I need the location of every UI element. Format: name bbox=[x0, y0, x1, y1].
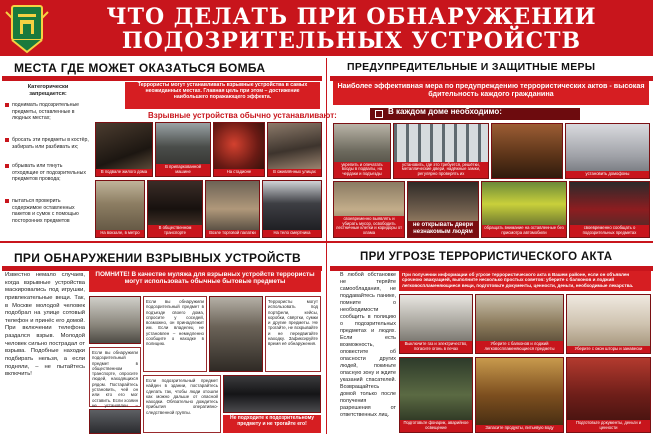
photo-public-transport: В общественном транспорте bbox=[147, 180, 203, 238]
photo-busy-street: В оживлённых улицах bbox=[267, 122, 322, 177]
photo-basement: В подвале жилого дома bbox=[95, 122, 153, 177]
prevent-intro: Наиболее эффективная мера по предупреждению террористических актов - высокая бдительность каждого гражданина bbox=[333, 81, 649, 105]
places-intro: Террористы могут устанавливать взрывные устройства в самых неожиданных местах. Главная цель при этом – достижение наибольшего поражающего эффекта. bbox=[125, 82, 320, 109]
photo-station: На вокзале, в метро bbox=[95, 180, 145, 238]
horizontal-divider bbox=[0, 241, 653, 243]
photo-report-suspicious: своевременно сообщать о подозрительных предметах bbox=[569, 181, 650, 238]
page-header bbox=[0, 0, 653, 56]
page-title-line1: ЧТО ДЕЛАТЬ ПРИ ОБНАРУЖЕНИИ bbox=[106, 4, 597, 30]
photo-parked-car: В припаркованной машине bbox=[155, 122, 211, 177]
page-title-line2: ПОДОЗРИТЕЛЬНЫХ УСТРОЙСТВ bbox=[121, 28, 582, 54]
photo-suitcase bbox=[223, 375, 321, 413]
photo-suicide-bomber: На тело смертника bbox=[262, 180, 322, 238]
photo-documents: Подготовьте документы, деньги и ценности bbox=[566, 357, 651, 433]
photo-abandoned-car: обращать внимание на оставленные без присмотра автомобили bbox=[481, 181, 567, 238]
photo-kiosk: Возле торговой палатки bbox=[205, 180, 260, 238]
photo-intercom: установить домофоны bbox=[565, 123, 650, 179]
places-title-bar bbox=[2, 76, 322, 81]
forbidden-item: обрывать или тянуть отходящие от подозрительных предметов провода; bbox=[5, 163, 89, 183]
photo-food-water: Запасите продукты, питьевую воду bbox=[475, 357, 564, 433]
forbidden-item: бросать эти предметы в костёр, забирать или разбивать их; bbox=[5, 137, 89, 150]
photo-clear-stairs: своевременно выявлять и убирать мусор, освободить лестничные клетки и коридоры от хлама bbox=[333, 181, 405, 238]
explosive-col-b: Если вы обнаружили подозрительный предмет в общественном транспорте, опросите людей, находящихся рядом. Постарайтесь установить, чей он или кто его мог оставить. Если хозяин не установлен – bbox=[89, 347, 141, 407]
photo-turn-off-gas: Выключите газ и электричество, погасите огонь в печах bbox=[399, 294, 473, 354]
photo-remove-curtains: Уберите с окон шторы и занавески bbox=[566, 294, 651, 354]
threat-banner: При получении информации об угрозе террористического акта в Вашем районе, если он объявлен срочною эвакуацией, выполните несколько простых советов: уберите с балконов и лоджий легковоспламеняющиеся вещи, подготовьте документы, ценности, деньги, необходимые лекарства. bbox=[399, 271, 651, 291]
photo-bars-doors: установить, где это требуется, решётки, металлические двери, надёжные замки, регулярно проверять их bbox=[393, 123, 489, 179]
photo-remove-flammables: Уберите с балконов и лоджий легковоспламеняющиеся предметы bbox=[475, 294, 564, 354]
places-subtitle: Взрывные устройства обычно устанавливают: bbox=[148, 111, 337, 120]
photo-flashlight: Подготовьте фонарик, аварийное освещение bbox=[399, 357, 473, 433]
prevent-subtitle bbox=[370, 108, 580, 120]
prevent-subtitle-text: В каждом доме необходимо: bbox=[388, 107, 502, 116]
checkbox-icon bbox=[375, 110, 383, 118]
explosive-col-a: Если вы обнаружили подозрительный предмет в подъезде своего дома, спросите у соседей, возможно, он принадлежит им. Если владелец не установлен – немедленно сообщите о находке в полицию. bbox=[143, 296, 207, 372]
threat-title: ПРИ УГРОЗЕ ТЕРРОРИСТИЧЕСКОГО АКТА bbox=[360, 251, 613, 263]
photo-suspicious-bag-bench bbox=[209, 296, 263, 372]
threat-left-text: В любой обстановке не теряйте самообладания, не поддавайтесь панике, помните о необходимости сообщить в полицию о подозрительных предметах и людях. Если есть возможность, оповестите об опасности других людей, покиньте опасную зону и ждите указаний спасателей. Возвращайтесь домой только после получения разрешения от ответственных лиц. bbox=[340, 272, 396, 419]
explosive-left-text: Известно немало случаев, когда взрывные устройства маскировались под игрушки, привлекательные вещи. Так, в Москве молодой человек подобрал на улице сотовый телефон и принёс его домой. При включении телефона раздался взрыв. Молодой человек сильно пострадал от взрыва. Подобные находки подбирать нельзя, а если подняли, – не пытайтесь включить! bbox=[5, 272, 85, 378]
prevent-title: ПРЕДУПРЕДИТЕЛЬНЫЕ И ЗАЩИТНЫЕ МЕРЫ bbox=[347, 61, 596, 73]
city-coat-of-arms-icon bbox=[4, 2, 50, 54]
photo-transport-bag bbox=[89, 409, 141, 434]
explosive-col-c: Террористы могут использовать под портфели, кейсы, коробки, свёртки, сумки и другие предметы. Не трогайте, не вскрывайте и не передвигайте находку. Зафиксируйте время её обнаружения. bbox=[265, 296, 321, 372]
photo-stadium: На стадионе bbox=[213, 122, 265, 177]
photo-do-not-open-door: не открывать двери незнакомым людям bbox=[407, 181, 479, 238]
explosive-col-d: Если подозрительный предмет найден в здании, постарайтесь сделать так, чтобы люди отошли как можно дальше от опасной находки. Обязательно дождитесь прибытия оперативно-следственной группы. bbox=[143, 375, 221, 433]
photo-suspicious-bag-entrance bbox=[89, 296, 141, 344]
explosive-banner: ПОМНИТЕ! В качестве муляжа для взрывных устройств террористы могут использовать обычные бытовые предметы bbox=[89, 270, 321, 292]
forbidden-item: поднимать подозрительные предметы, оставленные в людных местах; bbox=[5, 102, 89, 122]
forbidden-item: пытаться проверить содержимое оставленных пакетов и сумок с помощью посторонних предметов bbox=[5, 198, 89, 224]
photo-seal-entrances: укрепить и опечатать входы в подвалы, на чердаки и подъезды bbox=[333, 123, 391, 179]
photo-locks bbox=[491, 123, 563, 179]
explosive-notice: Не подходите к подозрительному предмету и не трогайте его! bbox=[223, 415, 321, 433]
places-title: МЕСТА ГДЕ МОЖЕТ ОКАЗАТЬСЯ БОМБА bbox=[14, 61, 266, 75]
forbidden-label: Категорически запрещается: bbox=[27, 84, 69, 97]
explosive-title: ПРИ ОБНАРУЖЕНИИ ВЗРЫВНЫХ УСТРОЙСТВ bbox=[14, 251, 302, 265]
